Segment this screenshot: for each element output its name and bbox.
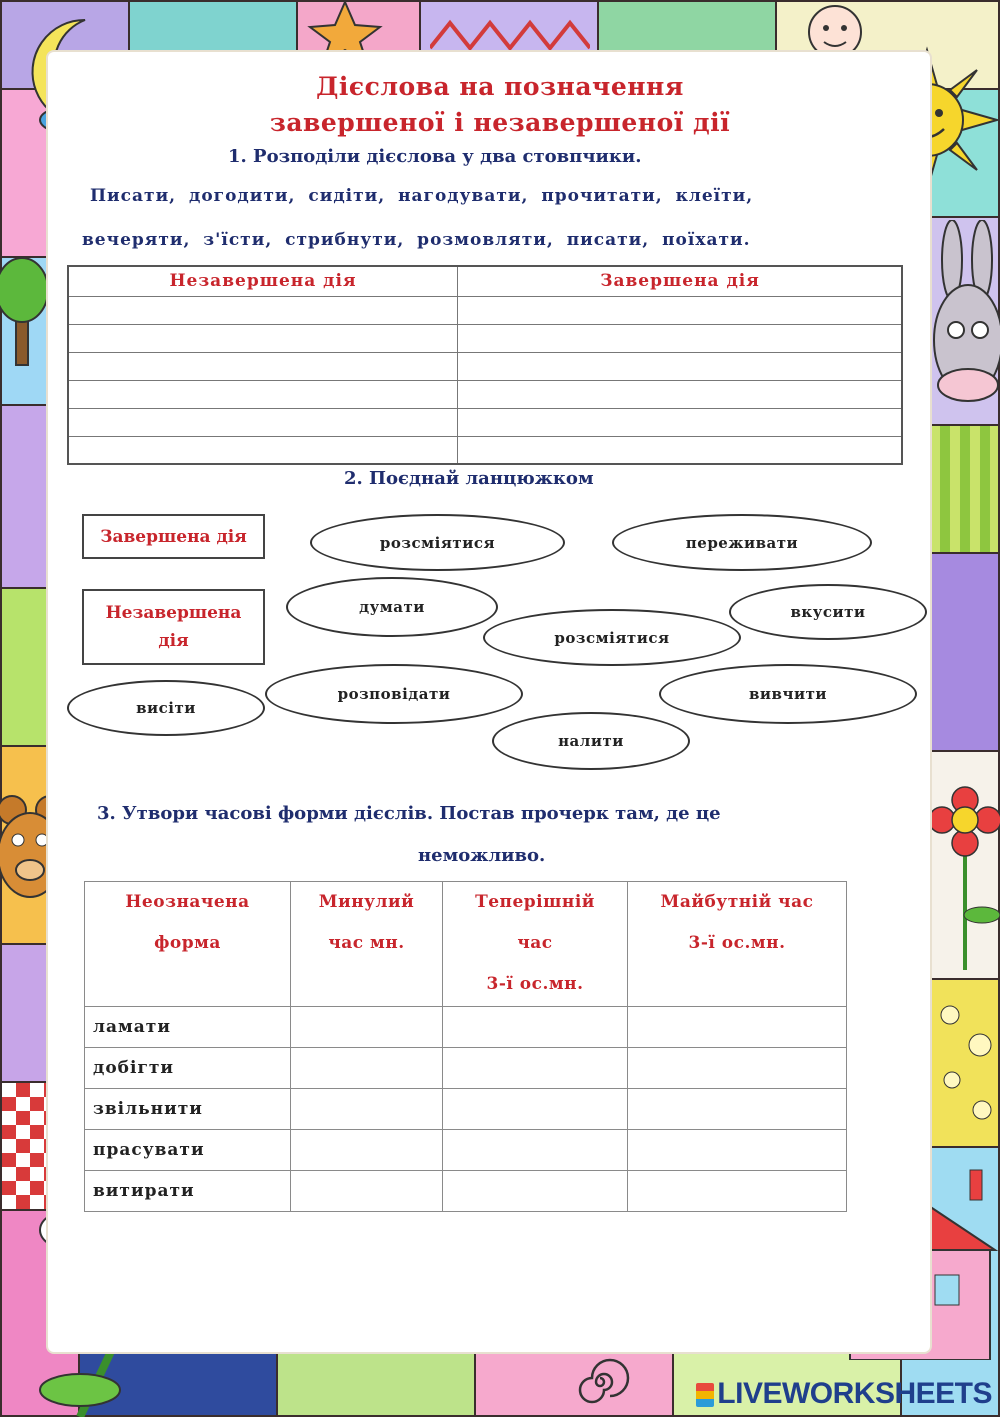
- cheese-icon: [930, 985, 1000, 1145]
- answer-row[interactable]: [69, 436, 901, 464]
- header-line: час мн.: [328, 933, 405, 953]
- answer-cell[interactable]: [443, 1089, 628, 1130]
- header-line: 3-ї ос.мн.: [486, 974, 584, 994]
- verb-cell: ламати: [85, 1007, 291, 1048]
- completed-action-box[interactable]: Завершена дія: [82, 514, 265, 559]
- table-row: [85, 1048, 847, 1089]
- header-present: [443, 882, 628, 1007]
- header-line: форма: [154, 933, 221, 953]
- header-line: Майбутній час: [660, 892, 814, 912]
- table-row: [85, 1130, 847, 1171]
- verb-oval[interactable]: висіти: [67, 680, 265, 736]
- flower-icon: [930, 785, 1000, 975]
- answer-row[interactable]: [69, 352, 901, 380]
- completed-column-header: Завершена дія: [600, 271, 760, 291]
- answer-row[interactable]: [69, 408, 901, 436]
- header-infinitive: [85, 882, 291, 1007]
- task3-heading-line2: неможливо.: [418, 845, 546, 866]
- verb-oval[interactable]: розсміятися: [483, 609, 741, 666]
- header-past: [291, 882, 443, 1007]
- zigzag-icon: [430, 8, 590, 58]
- verb-oval[interactable]: розсміятися: [310, 514, 565, 571]
- border-tile: [276, 1345, 476, 1417]
- answer-cell[interactable]: [291, 1048, 443, 1089]
- border-tile: [0, 404, 50, 589]
- table-row: [85, 1089, 847, 1130]
- task1-words-line2: вечеряти, з'їсти, стрибнути, розмовляти, писати, поїхати.: [82, 230, 751, 250]
- task1-heading: 1. Розподіли дієслова у два стовпчики.: [228, 146, 642, 167]
- task1-words-line1: Писати, догодити, сидіти, нагодувати, прочитати, клеїти,: [90, 186, 754, 206]
- logo-badge-icon: [696, 1383, 714, 1407]
- verb-oval[interactable]: думати: [286, 577, 498, 637]
- task2-heading: 2. Поєднай ланцюжком: [344, 468, 594, 489]
- answer-cell[interactable]: [628, 1089, 847, 1130]
- verb-oval[interactable]: вкусити: [729, 584, 927, 640]
- verb-oval[interactable]: переживати: [612, 514, 872, 571]
- incomplete-action-box[interactable]: Незавершена дія: [82, 589, 265, 665]
- answer-cell[interactable]: [291, 1007, 443, 1048]
- answer-cell[interactable]: [628, 1130, 847, 1171]
- page-title-line1: Дієслова на позначення: [316, 72, 684, 101]
- answer-cell[interactable]: [443, 1130, 628, 1171]
- answer-cell[interactable]: [291, 1089, 443, 1130]
- verb-oval[interactable]: розповідати: [265, 664, 523, 724]
- verb-cell: витирати: [85, 1171, 291, 1212]
- answer-row[interactable]: [69, 324, 901, 352]
- spiral-icon: [560, 1350, 640, 1415]
- tree-icon: [0, 250, 50, 370]
- verb-cell: прасувати: [85, 1130, 291, 1171]
- answer-cell[interactable]: [291, 1130, 443, 1171]
- border-tile: [0, 943, 50, 1083]
- task3-heading-line1: 3. Утвори часові форми дієслів. Постав прочерк там, де це: [97, 803, 721, 824]
- logo-text: LIVEWORKSHEETS: [717, 1377, 992, 1410]
- answer-cell[interactable]: [443, 1171, 628, 1212]
- answer-row[interactable]: [69, 380, 901, 408]
- border-tile: [0, 587, 50, 747]
- verb-cell: добігти: [85, 1048, 291, 1089]
- header-line: Минулий: [318, 892, 415, 912]
- incomplete-column-header: Незавершена дія: [169, 271, 357, 291]
- table-row: [85, 1007, 847, 1048]
- answer-cell[interactable]: [443, 1048, 628, 1089]
- header-future: [628, 882, 847, 1007]
- header-line: час: [517, 933, 553, 953]
- liveworksheets-logo[interactable]: [696, 1377, 992, 1411]
- answer-cell[interactable]: [291, 1171, 443, 1212]
- answer-cell[interactable]: [628, 1171, 847, 1212]
- border-tile: [928, 552, 1000, 752]
- donkey-icon: [930, 220, 1000, 420]
- answer-row[interactable]: [69, 296, 901, 324]
- answer-cell[interactable]: [628, 1048, 847, 1089]
- header-line: Неозначена: [125, 892, 250, 912]
- tense-forms-table: [84, 881, 847, 1212]
- answer-cell[interactable]: [443, 1007, 628, 1048]
- sort-table: [67, 265, 903, 465]
- header-line: Теперішній: [475, 892, 595, 912]
- answer-cell[interactable]: [628, 1007, 847, 1048]
- verb-oval[interactable]: налити: [492, 712, 690, 770]
- border-tile: [928, 424, 1000, 554]
- verb-oval[interactable]: вивчити: [659, 664, 917, 724]
- table-row: [85, 1171, 847, 1212]
- page-title-line2: завершеної і незавершеної дії: [269, 108, 731, 137]
- verb-cell: звільнити: [85, 1089, 291, 1130]
- header-line: 3-ї ос.мн.: [688, 933, 786, 953]
